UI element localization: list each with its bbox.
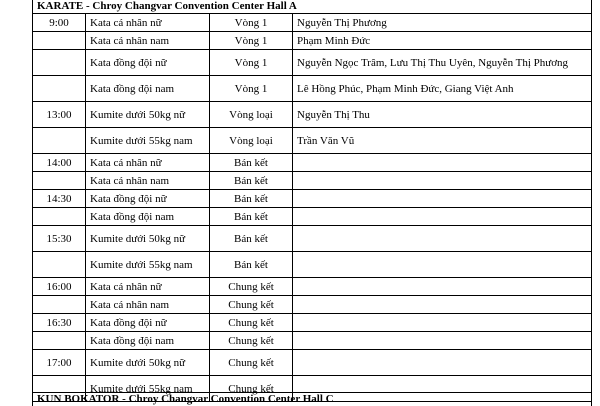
round-cell: Vòng 1: [210, 50, 293, 76]
round-cell: Bán kết: [210, 190, 293, 208]
event-cell: Kata cá nhân nữ: [86, 14, 210, 32]
time-cell: 14:00: [33, 154, 86, 172]
time-cell: [33, 32, 86, 50]
table-row: [33, 154, 592, 172]
athletes-cell: Nguyễn Thị Thu: [293, 102, 592, 128]
time-cell: [33, 128, 86, 154]
round-cell: Vòng loại: [210, 128, 293, 154]
athletes-cell: [293, 226, 592, 252]
athletes-cell: [293, 278, 592, 296]
time-cell: 13:00: [33, 102, 86, 128]
event-cell: Kumite dưới 55kg nam: [86, 128, 210, 154]
table-row: [33, 278, 592, 296]
table-row: [33, 102, 592, 128]
table-row: [33, 252, 592, 278]
table-row: [33, 208, 592, 226]
round-cell: Bán kết: [210, 208, 293, 226]
schedule-body: [33, 14, 592, 402]
table-row: [33, 332, 592, 350]
schedule-table: [32, 13, 592, 402]
table-row: [33, 314, 592, 332]
round-cell: Vòng loại: [210, 102, 293, 128]
time-cell: [33, 252, 86, 278]
athletes-cell: [293, 154, 592, 172]
round-cell: Bán kết: [210, 154, 293, 172]
time-cell: 16:00: [33, 278, 86, 296]
time-cell: 17:00: [33, 350, 86, 376]
time-cell: 14:30: [33, 190, 86, 208]
event-cell: Kumite dưới 50kg nữ: [86, 350, 210, 376]
event-cell: Kumite dưới 50kg nữ: [86, 226, 210, 252]
round-cell: Chung kết: [210, 314, 293, 332]
event-cell: Kata đồng đội nữ: [86, 190, 210, 208]
round-cell: Vòng 1: [210, 32, 293, 50]
event-cell: Kumite dưới 55kg nam: [86, 376, 210, 402]
time-cell: [33, 172, 86, 190]
athletes-cell: Phạm Minh Đức: [293, 32, 592, 50]
table-row: [33, 50, 592, 76]
section-title-kun-bokator: KUN BOKATOR - Chroy Changvar Convention Center Hall C: [32, 392, 592, 406]
time-cell: [33, 296, 86, 314]
event-cell: Kumite dưới 50kg nữ: [86, 102, 210, 128]
athletes-cell: [293, 350, 592, 376]
round-cell: Vòng 1: [210, 14, 293, 32]
round-cell: Chung kết: [210, 376, 293, 402]
time-cell: [33, 50, 86, 76]
round-cell: Chung kết: [210, 296, 293, 314]
round-cell: Vòng 1: [210, 76, 293, 102]
section-title-karate: KARATE - Chroy Changvar Convention Center Hall A: [32, 0, 592, 14]
athletes-cell: [293, 332, 592, 350]
athletes-cell: [293, 172, 592, 190]
round-cell: Bán kết: [210, 252, 293, 278]
round-cell: Chung kết: [210, 278, 293, 296]
athletes-cell: [293, 296, 592, 314]
round-cell: Chung kết: [210, 332, 293, 350]
round-cell: Chung kết: [210, 350, 293, 376]
table-row: [33, 226, 592, 252]
athletes-cell: Nguyễn Thị Phương: [293, 14, 592, 32]
time-cell: 9:00: [33, 14, 86, 32]
event-cell: Kata cá nhân nữ: [86, 278, 210, 296]
athletes-cell: Lê Hồng Phúc, Phạm Minh Đức, Giang Việt Anh: [293, 76, 592, 102]
table-row: [33, 296, 592, 314]
athletes-cell: [293, 190, 592, 208]
table-row: [33, 32, 592, 50]
table-row: [33, 350, 592, 376]
time-cell: [33, 208, 86, 226]
event-cell: Kata cá nhân nam: [86, 296, 210, 314]
table-row: [33, 172, 592, 190]
time-cell: 15:30: [33, 226, 86, 252]
event-cell: Kata đồng đội nữ: [86, 314, 210, 332]
athletes-cell: Trần Văn Vũ: [293, 128, 592, 154]
table-row: [33, 76, 592, 102]
event-cell: Kata cá nhân nam: [86, 172, 210, 190]
athletes-cell: [293, 208, 592, 226]
round-cell: Bán kết: [210, 172, 293, 190]
event-cell: Kata đồng đội nữ: [86, 50, 210, 76]
event-cell: Kata đồng đội nam: [86, 76, 210, 102]
time-cell: [33, 332, 86, 350]
table-row: [33, 128, 592, 154]
time-cell: 16:30: [33, 314, 86, 332]
event-cell: Kata đồng đội nam: [86, 332, 210, 350]
event-cell: Kata cá nhân nữ: [86, 154, 210, 172]
athletes-cell: Nguyễn Ngọc Trâm, Lưu Thị Thu Uyên, Nguyễn Thị Phương: [293, 50, 592, 76]
table-row: [33, 14, 592, 32]
event-cell: Kata cá nhân nam: [86, 32, 210, 50]
event-cell: Kumite dưới 55kg nam: [86, 252, 210, 278]
athletes-cell: [293, 314, 592, 332]
event-cell: Kata đồng đội nam: [86, 208, 210, 226]
time-cell: [33, 76, 86, 102]
round-cell: Bán kết: [210, 226, 293, 252]
athletes-cell: [293, 252, 592, 278]
table-row: [33, 190, 592, 208]
